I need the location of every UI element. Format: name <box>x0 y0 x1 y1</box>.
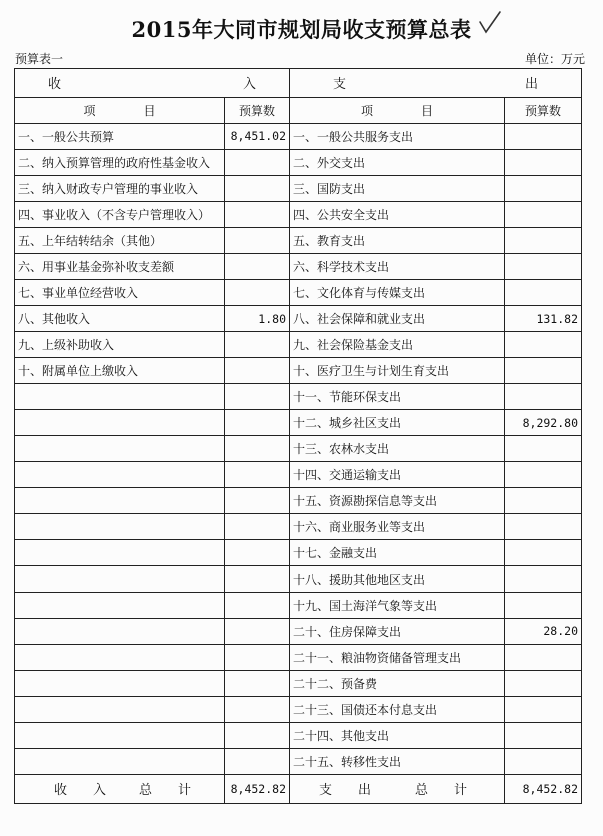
table-row <box>15 280 582 306</box>
expense-item-cell: 十三、农林水支出 <box>290 436 505 462</box>
income-value-cell <box>225 644 290 670</box>
income-value-cell <box>225 722 290 748</box>
income-group-right: 入 <box>242 77 256 93</box>
page-title: 2015年大同市规划局收支预算总表 <box>131 17 472 42</box>
income-value-cell: 1.80 <box>225 306 290 332</box>
income-item-cell <box>15 618 225 644</box>
expense-item-cell: 十二、城乡社区支出 <box>290 410 505 436</box>
income-value-cell <box>225 514 290 540</box>
income-item-cell <box>15 670 225 696</box>
income-total-value: 8,452.82 <box>225 774 290 803</box>
income-value-cell <box>225 176 290 202</box>
expense-total-label <box>290 774 505 803</box>
income-item-cell <box>15 540 225 566</box>
table-row <box>15 254 582 280</box>
income-value-cell <box>225 202 290 228</box>
unit-label: 单位：万元 <box>524 52 585 66</box>
expense-value-cell <box>505 488 582 514</box>
table-row <box>15 410 582 436</box>
expense-item-cell: 十一、节能环保支出 <box>290 384 505 410</box>
income-budget-header: 预算数 <box>225 97 290 123</box>
table-row <box>15 566 582 592</box>
table-row <box>15 462 582 488</box>
income-value-cell <box>225 280 290 306</box>
expense-item-cell: 十五、资源勘探信息等支出 <box>290 488 505 514</box>
income-item-cell: 一、一般公共预算 <box>15 123 225 149</box>
table-row <box>15 176 582 202</box>
expense-item-cell: 一、一般公共服务支出 <box>290 123 505 149</box>
income-item-cell <box>15 748 225 774</box>
income-value-cell <box>225 410 290 436</box>
expense-item-cell: 十八、援助其他地区支出 <box>290 566 505 592</box>
expense-item-cell: 二十二、预备费 <box>290 670 505 696</box>
table-row <box>15 670 582 696</box>
income-value-cell: 8,451.02 <box>225 123 290 149</box>
table-row <box>15 228 582 254</box>
expense-value-cell <box>505 514 582 540</box>
income-total-label <box>15 774 225 803</box>
income-item-cell: 十、附属单位上缴收入 <box>15 358 225 384</box>
table-row <box>15 306 582 332</box>
expense-value-cell <box>505 436 582 462</box>
income-item-cell <box>15 462 225 488</box>
income-value-cell <box>225 566 290 592</box>
expense-total-label-right: 总 计 <box>414 783 467 799</box>
income-item-cell <box>15 488 225 514</box>
income-item-cell: 三、纳入财政专户管理的事业收入 <box>15 176 225 202</box>
table-row <box>15 202 582 228</box>
table-row <box>15 592 582 618</box>
expense-item-cell: 二十四、其他支出 <box>290 722 505 748</box>
expense-value-cell <box>505 358 582 384</box>
table-row <box>15 514 582 540</box>
income-item-cell: 五、上年结转结余（其他） <box>15 228 225 254</box>
expense-item-cell: 四、公共安全支出 <box>290 202 505 228</box>
income-value-cell <box>225 254 290 280</box>
expense-value-cell <box>505 540 582 566</box>
income-group-header <box>15 69 290 98</box>
expense-item-cell: 七、文化体育与传媒支出 <box>290 280 505 306</box>
expense-value-cell <box>505 696 582 722</box>
income-value-cell <box>225 149 290 175</box>
income-item-cell: 七、事业单位经营收入 <box>15 280 225 306</box>
income-item-cell <box>15 592 225 618</box>
income-total-label-right: 总 计 <box>138 783 191 799</box>
income-item-cell <box>15 696 225 722</box>
expense-total-label-left: 支 出 <box>319 783 372 799</box>
check-mark-icon <box>478 10 502 36</box>
income-value-cell <box>225 540 290 566</box>
income-value-cell <box>225 592 290 618</box>
income-item-cell: 八、其他收入 <box>15 306 225 332</box>
expense-value-cell <box>505 644 582 670</box>
expense-value-cell <box>505 748 582 774</box>
expense-value-cell: 8,292.80 <box>505 410 582 436</box>
table-row <box>15 540 582 566</box>
income-item-cell: 四、事业收入（不含专户管理收入） <box>15 202 225 228</box>
expense-total-value: 8,452.82 <box>505 774 582 803</box>
table-row <box>15 644 582 670</box>
table-row <box>15 384 582 410</box>
income-item-cell <box>15 644 225 670</box>
income-item-cell <box>15 566 225 592</box>
income-value-cell <box>225 332 290 358</box>
expense-item-cell: 十六、商业服务业等支出 <box>290 514 505 540</box>
income-value-cell <box>225 228 290 254</box>
expense-item-cell: 十七、金融支出 <box>290 540 505 566</box>
income-item-header: 项 目 <box>15 97 225 123</box>
income-value-cell <box>225 696 290 722</box>
expense-item-cell: 十九、国土海洋气象等支出 <box>290 592 505 618</box>
totals-row <box>15 774 582 803</box>
expense-value-cell <box>505 462 582 488</box>
income-value-cell <box>225 488 290 514</box>
expense-value-cell <box>505 228 582 254</box>
expense-item-cell: 五、教育支出 <box>290 228 505 254</box>
group-header-row <box>15 69 582 98</box>
income-item-cell <box>15 410 225 436</box>
income-item-cell <box>15 722 225 748</box>
income-item-cell <box>15 384 225 410</box>
income-value-cell <box>225 670 290 696</box>
expense-item-header: 项 目 <box>290 97 505 123</box>
expense-item-cell: 三、国防支出 <box>290 176 505 202</box>
table-row <box>15 149 582 175</box>
table-row <box>15 696 582 722</box>
table-row <box>15 332 582 358</box>
table-row <box>15 722 582 748</box>
income-item-cell: 二、纳入预算管理的政府性基金收入 <box>15 149 225 175</box>
table-row <box>15 618 582 644</box>
income-item-cell: 九、上级补助收入 <box>15 332 225 358</box>
expense-value-cell <box>505 332 582 358</box>
table-row <box>15 748 582 774</box>
income-value-cell <box>225 436 290 462</box>
income-item-cell <box>15 436 225 462</box>
expense-item-cell: 十四、交通运输支出 <box>290 462 505 488</box>
table-label: 预算表一 <box>15 52 64 66</box>
expense-value-cell <box>505 280 582 306</box>
expense-value-cell <box>505 592 582 618</box>
income-value-cell <box>225 358 290 384</box>
expense-item-cell: 二十三、国债还本付息支出 <box>290 696 505 722</box>
expense-value-cell <box>505 254 582 280</box>
expense-item-cell: 八、社会保障和就业支出 <box>290 306 505 332</box>
expense-item-cell: 六、科学技术支出 <box>290 254 505 280</box>
table-row <box>15 436 582 462</box>
expense-item-cell: 九、社会保险基金支出 <box>290 332 505 358</box>
expense-value-cell <box>505 384 582 410</box>
income-value-cell <box>225 748 290 774</box>
expense-item-cell: 二、外交支出 <box>290 149 505 175</box>
expense-value-cell: 28.20 <box>505 618 582 644</box>
expense-value-cell <box>505 202 582 228</box>
income-value-cell <box>225 618 290 644</box>
expense-value-cell <box>505 670 582 696</box>
income-total-label-left: 收 入 <box>54 783 107 799</box>
expense-group-header <box>290 69 582 98</box>
income-item-cell <box>15 514 225 540</box>
expense-value-cell: 131.82 <box>505 306 582 332</box>
expense-item-cell: 二十、住房保障支出 <box>290 618 505 644</box>
income-value-cell <box>225 462 290 488</box>
expense-budget-header: 预算数 <box>505 97 582 123</box>
table-row <box>15 123 582 149</box>
column-header-row <box>15 97 582 123</box>
expense-value-cell <box>505 123 582 149</box>
table-row <box>15 488 582 514</box>
income-group-left: 收 <box>48 77 62 93</box>
expense-group-right: 出 <box>524 77 538 93</box>
expense-item-cell: 十、医疗卫生与计划生育支出 <box>290 358 505 384</box>
expense-value-cell <box>505 566 582 592</box>
expense-value-cell <box>505 176 582 202</box>
income-item-cell: 六、用事业基金弥补收支差额 <box>15 254 225 280</box>
expense-group-left: 支 <box>333 77 347 93</box>
budget-table <box>14 68 582 804</box>
expense-item-cell: 二十一、粮油物资储备管理支出 <box>290 644 505 670</box>
expense-value-cell <box>505 722 582 748</box>
expense-item-cell: 二十五、转移性支出 <box>290 748 505 774</box>
expense-value-cell <box>505 149 582 175</box>
income-value-cell <box>225 384 290 410</box>
table-row <box>15 358 582 384</box>
